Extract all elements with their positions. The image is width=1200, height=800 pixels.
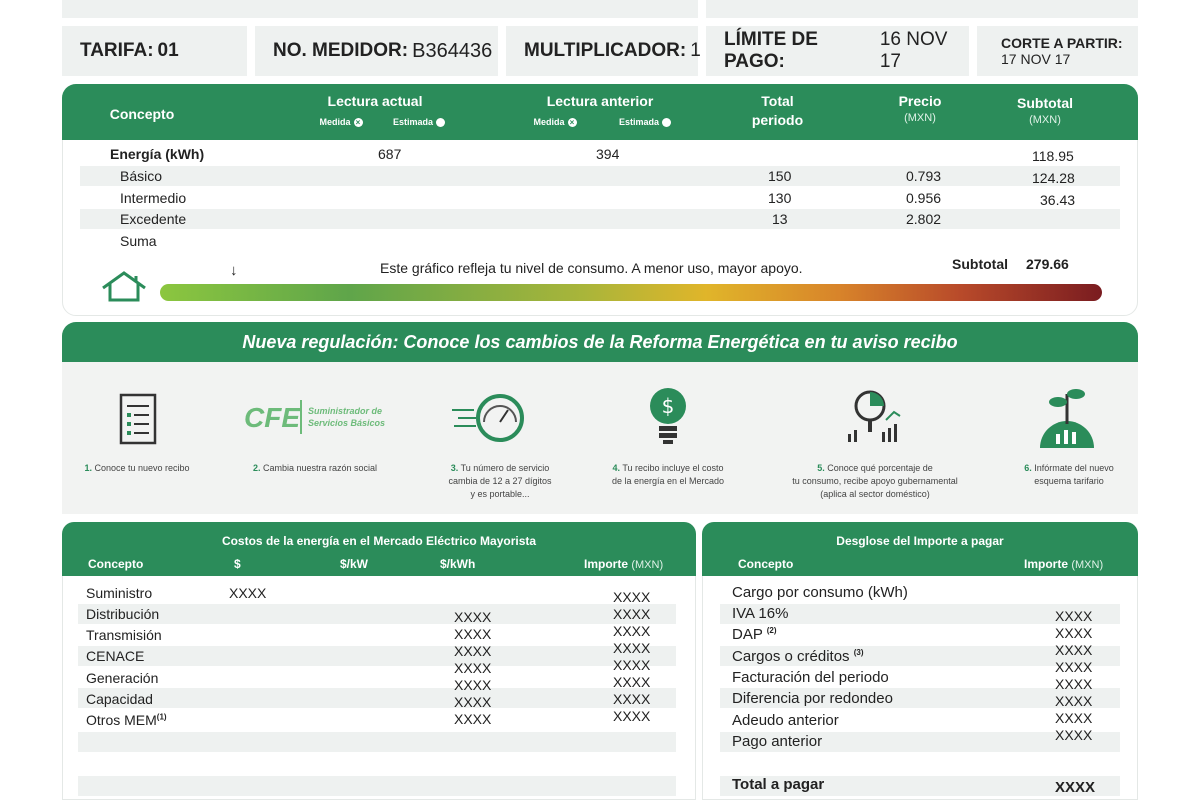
row-stripe xyxy=(78,732,676,752)
step-5-l3: (aplica al sector doméstico) xyxy=(820,489,930,499)
mercado-row-1-concepto: Suministro xyxy=(86,585,153,601)
desglose-row-8-importe: XXXX xyxy=(1055,727,1093,743)
row-stripe xyxy=(78,688,676,708)
corte-label: CORTE A PARTIR: xyxy=(1001,35,1123,51)
desglose-row-8-concepto: Pago anterior xyxy=(732,733,823,750)
mercado-row-7-kwh: XXXX xyxy=(454,694,492,710)
desglose-row-7-concepto: Adeudo anterior xyxy=(732,712,839,729)
house-icon xyxy=(100,270,152,304)
step-6-l2: esquema tarifario xyxy=(1034,476,1104,486)
desglose-row-3-sup: (2) xyxy=(766,626,777,635)
energia-label: Energía (kWh) xyxy=(110,146,205,162)
row-basico-total: 150 xyxy=(768,168,792,184)
multiplicador-box xyxy=(506,26,701,76)
mercado-row-3-importe: XXXX xyxy=(613,623,651,639)
desglose-row-5-concepto: Facturación del periodo xyxy=(732,669,889,686)
consumo-h-periodo: periodo xyxy=(751,112,804,128)
consumo-h-concepto: Concepto xyxy=(109,106,175,122)
svg-text:$: $ xyxy=(661,394,675,418)
consumo-h-subtotal: Subtotal xyxy=(1017,95,1073,111)
lectura-actual-value: 687 xyxy=(378,146,402,162)
desglose-row-4-label: Cargos o créditos xyxy=(732,648,850,665)
subtotal-value: 279.66 xyxy=(1026,256,1069,272)
estimada-actual xyxy=(384,117,454,127)
step-6 xyxy=(1004,462,1134,488)
mercado-h-pesos: $ xyxy=(234,557,241,571)
mercado-row-2-importe: XXXX xyxy=(613,606,651,622)
medida-anterior-label: Medida xyxy=(533,117,565,127)
desglose-row-1-importe: XXXX xyxy=(1055,608,1093,624)
desglose-h-importe-label: Importe xyxy=(1024,557,1069,571)
row-stripe xyxy=(78,604,676,624)
mercado-row-1-importe: XXXX xyxy=(613,589,651,605)
mercado-h-kwh: $/kWh xyxy=(440,557,476,571)
desglose-row-2-concepto: IVA 16% xyxy=(732,605,789,622)
limite-label: LÍMITE DE PAGO: xyxy=(724,29,818,72)
subtotal-label: Subtotal xyxy=(952,256,1008,272)
cfe-logo xyxy=(244,400,394,440)
medidor-box xyxy=(255,26,498,76)
energia-subtotal: 118.95 xyxy=(1032,148,1074,164)
step-5-num: 5. xyxy=(817,463,825,473)
tarifa-box xyxy=(62,26,247,76)
row-intermedio-concepto: Intermedio xyxy=(120,190,187,206)
limite-value: 16 NOV 17 xyxy=(879,29,948,72)
step-4 xyxy=(598,462,738,488)
medida-actual xyxy=(306,117,376,127)
x-circle-icon: × xyxy=(568,118,577,127)
step-3-l1: Tu número de servicio xyxy=(460,463,550,473)
desglose-row-2-importe: XXXX xyxy=(1055,625,1093,641)
row-basico-subtotal: 124.28 xyxy=(1032,170,1075,186)
mercado-h-importe-mxn: (MXN) xyxy=(631,559,664,571)
step-5-l2: tu consumo, recibe apoyo gubernamental xyxy=(792,476,958,486)
desglose-row-3-importe: XXXX xyxy=(1055,642,1093,658)
desglose-row-5-importe: XXXX xyxy=(1055,676,1093,692)
desglose-row-6-concepto: Diferencia por redondeo xyxy=(732,690,893,707)
row-suma-concepto: Suma xyxy=(120,233,157,249)
corte-box xyxy=(977,26,1138,76)
desglose-title: Desglose del Importe a pagar xyxy=(836,534,1004,548)
tarifa-label: TARIFA: xyxy=(80,40,154,61)
estimada-actual-label: Estimada xyxy=(392,117,434,127)
medidor-value: B364436 xyxy=(412,39,493,62)
step-5-l1: Conoce qué porcentaje de xyxy=(827,463,933,473)
mercado-row-6-importe: XXXX xyxy=(613,674,651,690)
mercado-row-6-concepto: Capacidad xyxy=(86,691,153,707)
desglose-row-1-concepto: Cargo por consumo (kWh) xyxy=(732,584,908,601)
desglose-row-3-concepto xyxy=(732,626,777,643)
multiplicador-value: 1 xyxy=(690,40,701,61)
row-basico-concepto: Básico xyxy=(120,168,163,184)
mercado-row-7-concepto xyxy=(86,712,167,728)
medida-anterior xyxy=(520,117,590,127)
step-4-l1: Tu recibo incluye el costo xyxy=(622,463,724,473)
row-stripe xyxy=(78,646,676,666)
step-2-num: 2. xyxy=(252,463,261,473)
desglose-row-6-importe: XXXX xyxy=(1055,693,1093,709)
mercado-row-5-concepto: Generación xyxy=(86,670,159,686)
receipt-icon xyxy=(118,392,158,446)
tarifa-value: 01 xyxy=(157,40,179,61)
mercado-row-7-concepto-label: Otros MEM xyxy=(86,712,157,728)
mercado-h-importe-label: Importe xyxy=(584,557,629,571)
desglose-h-importe xyxy=(1024,557,1103,571)
consumo-h-precio-mxn: (MXN) xyxy=(904,112,936,124)
mercado-h-kw: $/kW xyxy=(340,557,369,571)
top-strip-left xyxy=(62,0,698,18)
mercado-extra-kwh: XXXX xyxy=(454,711,492,727)
bulb-money-icon xyxy=(644,384,692,448)
lectura-anterior-value: 394 xyxy=(596,146,620,162)
estimada-anterior-label: Estimada xyxy=(618,117,660,127)
step-6-l1: Infórmate del nuevo xyxy=(1034,463,1114,473)
step-4-num: 4. xyxy=(612,463,620,473)
row-basico-precio: 0.793 xyxy=(906,168,942,184)
desglose-row-4-concepto xyxy=(732,648,864,665)
cfe-divider xyxy=(300,400,302,434)
cfe-logo-text: CFE xyxy=(244,402,300,433)
plant-growth-icon xyxy=(1036,384,1098,450)
step-2 xyxy=(240,462,390,475)
consumo-h-lectura-actual: Lectura actual xyxy=(327,93,423,109)
mercado-row-5-kwh: XXXX xyxy=(454,660,492,676)
top-strip-right xyxy=(706,0,1138,18)
mercado-row-6-kwh: XXXX xyxy=(454,677,492,693)
cfe-sub2: Servicios Básicos xyxy=(308,418,386,428)
desglose-h-concepto: Concepto xyxy=(738,557,794,571)
row-intermedio-precio: 0.956 xyxy=(906,190,942,206)
multiplicador-label: MULTIPLICADOR: xyxy=(524,40,687,61)
step-1 xyxy=(72,462,202,475)
down-arrow-icon: ↓ xyxy=(230,262,238,279)
medida-actual-label: Medida xyxy=(319,117,351,127)
row-stripe xyxy=(80,166,1120,186)
mercado-row-4-kwh: XXXX xyxy=(454,643,492,659)
mercado-row-3-kwh: XXXX xyxy=(454,626,492,642)
dot-icon xyxy=(662,118,671,127)
step-2-l1: Cambia nuestra razón social xyxy=(262,463,378,473)
mercado-row-1-pesos: XXXX xyxy=(229,585,267,601)
limite-box xyxy=(706,26,969,76)
row-intermedio-subtotal: 36.43 xyxy=(1040,192,1076,208)
banner-title: Nueva regulación: Conoce los cambios de la Reforma Energética en tu aviso recibo xyxy=(62,322,1138,362)
mercado-row-7-sup: (1) xyxy=(156,712,167,722)
mercado-h-concepto: Concepto xyxy=(88,557,144,571)
row-excedente-concepto: Excedente xyxy=(120,211,187,227)
dot-icon xyxy=(436,118,445,127)
step-5 xyxy=(770,462,980,501)
medidor-label: NO. MEDIDOR: xyxy=(273,40,409,61)
total-value: XXXX xyxy=(1055,779,1096,796)
consumo-h-total: Total xyxy=(761,93,794,109)
x-circle-icon: × xyxy=(354,118,363,127)
grafico-text: Este gráfico refleja tu nivel de consumo. A menor uso, mayor apoyo. xyxy=(380,260,803,276)
mercado-row-5-importe: XXXX xyxy=(613,657,651,673)
mercado-title: Costos de la energía en el Mercado Eléctrico Mayorista xyxy=(221,534,537,548)
consumption-gradient-bar xyxy=(160,284,1102,301)
step-3 xyxy=(430,462,570,501)
mercado-row-3-concepto: Transmisión xyxy=(86,627,162,643)
mercado-row-2-concepto: Distribución xyxy=(86,606,160,622)
row-stripe xyxy=(80,209,1120,229)
mercado-extra-importe: XXXX xyxy=(613,708,651,724)
estimada-anterior xyxy=(610,117,680,127)
desglose-h-importe-mxn: (MXN) xyxy=(1071,559,1104,571)
row-excedente-total: 13 xyxy=(772,211,788,227)
step-1-num: 1. xyxy=(84,463,92,473)
total-label: Total a pagar xyxy=(732,776,825,793)
desglose-row-7-importe: XXXX xyxy=(1055,710,1093,726)
consumo-h-precio: Precio xyxy=(898,93,942,109)
magnifier-chart-icon xyxy=(842,386,906,448)
consumo-h-subtotal-mxn: (MXN) xyxy=(1029,114,1061,126)
mercado-row-7-importe: XXXX xyxy=(613,691,651,707)
row-stripe xyxy=(78,776,676,796)
speed-meter-icon xyxy=(450,392,530,448)
step-6-num: 6. xyxy=(1024,463,1032,473)
desglose-row-4-importe: XXXX xyxy=(1055,659,1093,675)
row-excedente-precio: 2.802 xyxy=(906,211,942,227)
mercado-row-4-importe: XXXX xyxy=(613,640,651,656)
step-4-l2: de la energía en el Mercado xyxy=(611,476,725,486)
desglose-row-3-label: DAP xyxy=(732,626,763,643)
row-intermedio-total: 130 xyxy=(768,190,792,206)
step-3-num: 3. xyxy=(450,463,459,473)
cfe-sub1: Suministrador de xyxy=(308,406,383,416)
step-1-l1: Conoce tu nuevo recibo xyxy=(94,463,190,473)
corte-value: 17 NOV 17 xyxy=(1001,51,1071,67)
step-3-l2: cambia de 12 a 27 dígitos xyxy=(448,476,552,486)
mercado-h-importe xyxy=(584,557,663,571)
consumo-h-lectura-anterior: Lectura anterior xyxy=(546,93,654,109)
desglose-row-4-sup: (3) xyxy=(853,648,864,657)
step-3-l3: y es portable... xyxy=(470,489,530,499)
mercado-row-2-kwh: XXXX xyxy=(454,609,492,625)
mercado-row-4-concepto: CENACE xyxy=(86,648,145,664)
